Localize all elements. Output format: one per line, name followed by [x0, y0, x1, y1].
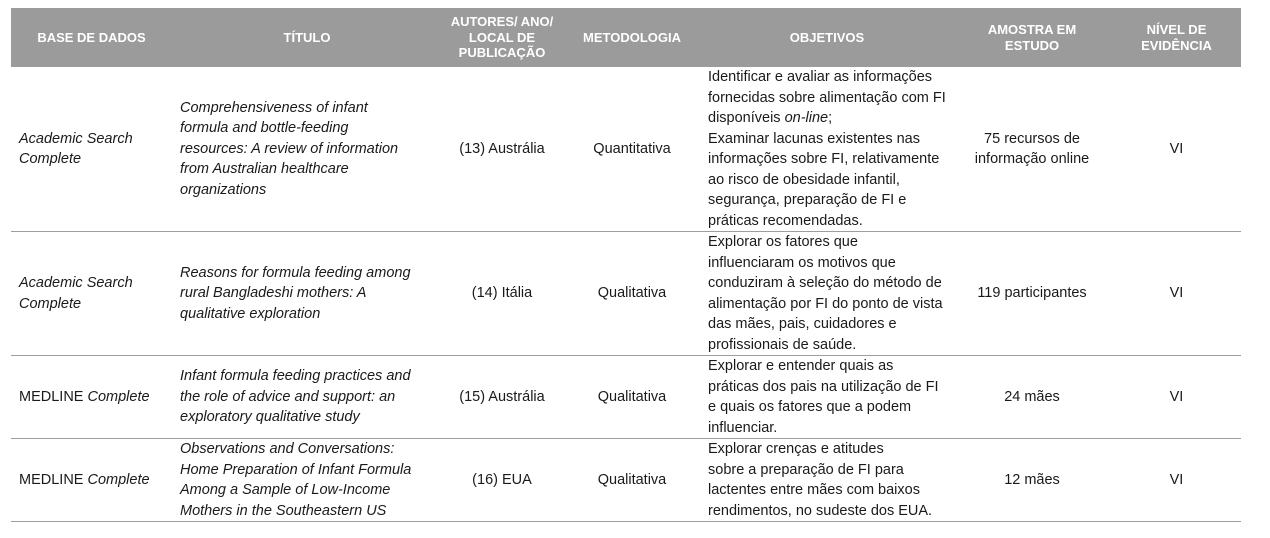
objetivos-pre: Explorar os fatores que influenciaram os motivos que conduziram à seleção do método de alimentação por FI do ponto de vista das mães, pais, cuidadores e profissionais de saúde. [708, 234, 943, 353]
cell-autores: (13) Austrália [442, 67, 562, 232]
cell-amostra [952, 67, 1112, 232]
cell-metodologia: Qualitativa [562, 356, 702, 439]
cell-metodologia: Quantitativa [562, 67, 702, 232]
objetivos-text [708, 232, 948, 355]
header-base-de-dados: BASE DE DADOS [11, 8, 172, 67]
header-row [11, 8, 1241, 67]
header-titulo: TÍTULO [172, 8, 442, 67]
cell-base-de-dados [11, 67, 172, 232]
objetivos-text [708, 67, 948, 231]
cell-base-de-dados [11, 439, 172, 522]
header-nivel [1112, 8, 1241, 67]
cell-objetivos [702, 356, 952, 439]
cell-titulo [172, 439, 442, 522]
objetivos-pre: Explorar crenças e atitudes sobre a preparação de FI para lactentes entre mães com baixos rendimentos, no sudeste dos EUA. [708, 441, 933, 519]
base-italic: Complete [87, 471, 150, 488]
table-row [11, 439, 1241, 522]
cell-nivel: VI [1112, 232, 1241, 356]
cell-nivel: VI [1112, 67, 1241, 232]
cell-metodologia: Qualitativa [562, 232, 702, 356]
cell-autores: (15) Austrália [442, 356, 562, 439]
header-nivel-text: NÍVEL DE EVIDÊNCIA [1141, 22, 1212, 53]
cell-amostra: 119 participantes [952, 232, 1112, 356]
titulo-text: Infant formula feeding practices and the role of advice and support: an exploratory qualitative study [180, 368, 411, 426]
objetivos-pre: Identificar e avaliar as informações fornecidas sobre alimentação com FI disponíveis [708, 69, 946, 126]
header-autores-text: AUTORES/ ANO/ LOCAL DE PUBLICAÇÃO [450, 14, 554, 61]
cell-amostra: 24 mães [952, 356, 1112, 439]
objetivos-post: ; Examinar lacunas existentes nas informações sobre FI, relativamente ao risco de obesidade infantil, segurança, preparação de FI e práticas recomendadas. [708, 110, 940, 229]
header-amostra-text: AMOSTRA EM ESTUDO [987, 22, 1077, 53]
cell-titulo [172, 356, 442, 439]
base-plain: MEDLINE [19, 388, 88, 405]
cell-autores: (16) EUA [442, 439, 562, 522]
cell-amostra: 12 mães [952, 439, 1112, 522]
cell-autores: (14) Itália [442, 232, 562, 356]
table-row [11, 67, 1241, 232]
cell-metodologia: Qualitativa [562, 439, 702, 522]
cell-nivel: VI [1112, 439, 1241, 522]
cell-base-de-dados [11, 232, 172, 356]
amostra-text: 75 recursos de informação online [974, 130, 1090, 167]
cell-titulo [172, 67, 442, 232]
objetivos-text [708, 356, 948, 438]
titulo-text: Comprehensiveness of infant formula and bottle-feeding resources: A review of information from Australian healthcare organizations [180, 99, 399, 198]
table-row [11, 356, 1241, 439]
objetivos-pre: Explorar e entender quais as práticas dos pais na utilização de FI e quais os fatores que a podem influenciar. [708, 358, 939, 436]
header-metodologia: METODOLOGIA [562, 8, 702, 67]
base-plain: MEDLINE [19, 471, 88, 488]
base-italic: Academic Search Complete [19, 130, 133, 167]
table-row [11, 232, 1241, 356]
objetivos-text [708, 439, 948, 521]
cell-titulo [172, 232, 442, 356]
cell-objetivos [702, 67, 952, 232]
studies-table [11, 8, 1241, 522]
header-amostra [952, 8, 1112, 67]
header-autores [442, 8, 562, 67]
header-objetivos: OBJETIVOS [702, 8, 952, 67]
base-italic: Complete [87, 388, 150, 405]
cell-objetivos [702, 232, 952, 356]
titulo-text: Reasons for formula feeding among rural Bangladeshi mothers: A qualitative exploration [180, 264, 411, 322]
cell-objetivos [702, 439, 952, 522]
objetivos-italic: on-line [784, 110, 829, 126]
titulo-text: Observations and Conversations: Home Preparation of Infant Formula Among a Sample of Low-Income Mothers in the Southeastern US [180, 441, 412, 519]
base-italic: Academic Search Complete [19, 275, 133, 312]
cell-nivel: VI [1112, 356, 1241, 439]
cell-base-de-dados [11, 356, 172, 439]
